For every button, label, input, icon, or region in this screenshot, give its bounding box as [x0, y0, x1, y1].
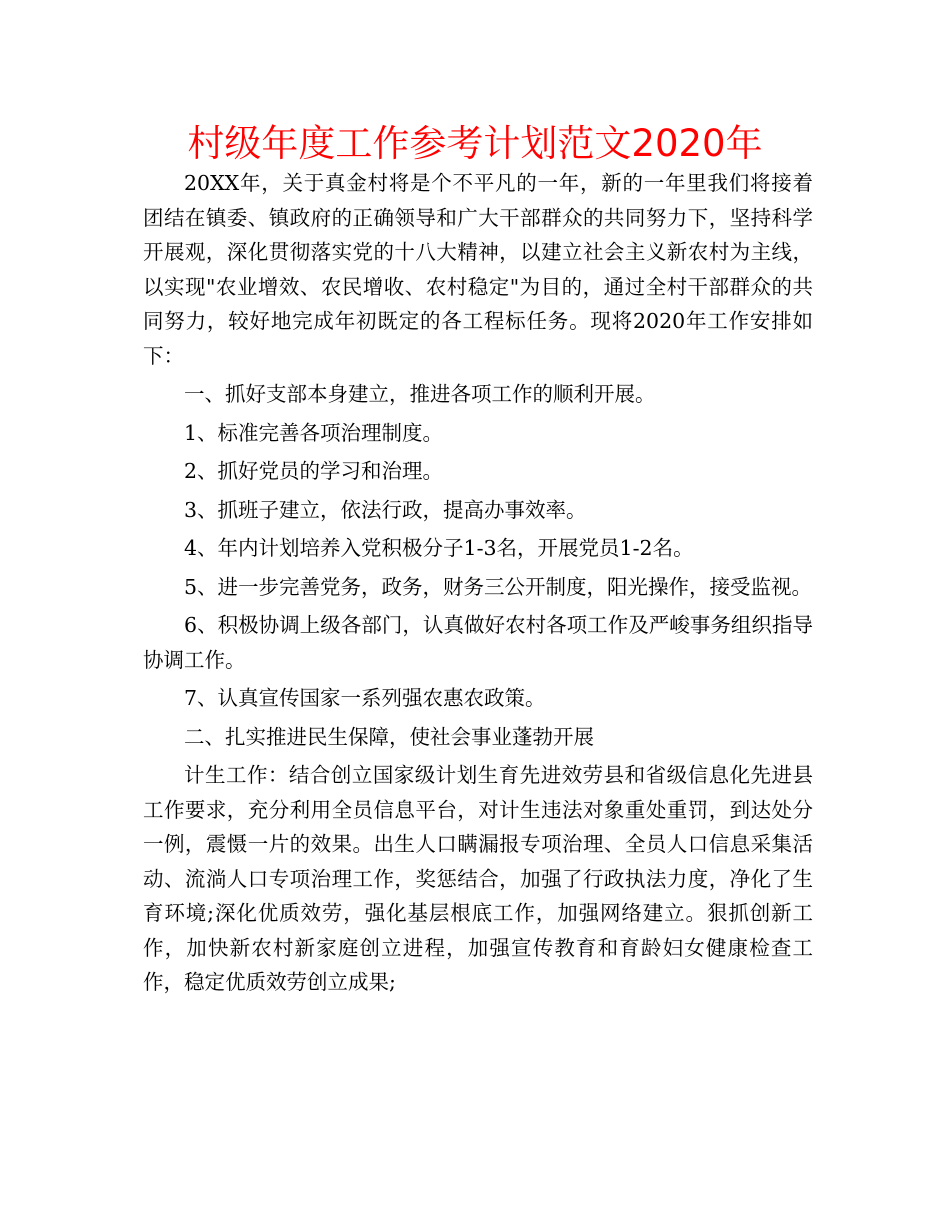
- document-title: 村级年度工作参考计划范文2020年: [187, 122, 763, 165]
- list-item: 1、标准完善各项治理制度。: [184, 420, 444, 445]
- list-item: 7、认真宣传国家一系列强农惠农政策。: [184, 686, 546, 710]
- paragraph-family-planning: 计生工作：结合创立国家级计划生育先进效劳县和省级信息化先进县工作要求，充分利用全员信息平台，对计生违法对象重处重罚，到达处分一例，震慑一片的效果。出生人口瞒漏报专项治理、全员人口信息采集活动、流淌人口专项治理工作，奖惩结合，加强了行政执法力度，净化了生育环境;深化优质效劳，强化基层根底工作，加强网络建立。狠抓创新工作，加快新农村新家庭创立进程，加强宣传教育和育龄妇女健康检查工作，稳定优质效劳创立成果;: [143, 763, 813, 994]
- document-body: [143, 166, 813, 1000]
- section-heading-two: 二、扎实推进民生保障，使社会事业蓬勃开展: [184, 724, 594, 749]
- list-item: 5、进一步完善党务，政务，财务三公开制度，阳光操作，接受监视。: [184, 574, 813, 599]
- list-item: 3、抓班子建立，依法行政，提高办事效率。: [184, 497, 587, 522]
- list-item: 2、抓好党员的学习和治理。: [184, 459, 444, 483]
- section-heading-one: 一、抓好支部本身建立，推进各项工作的顺利开展。: [184, 382, 656, 406]
- list-item: 6、积极协调上级各部门，认真做好农村各项工作及严峻事务组织指导协调工作。: [143, 613, 813, 672]
- list-item: 4、年内计划培养入党积极分子1-3名，开展党员1-2名。: [184, 536, 694, 560]
- paragraph-intro: 20XX年，关于真金村将是个不平凡的一年，新的一年里我们将接着团结在镇委、镇政府的正确领导和广大干部群众的共同努力下，坚持科学开展观，深化贯彻落实党的十八大精神，以建立社会主义新农村为主线，以实现"农业增效、农民增收、农村稳定"为目的，通过全村干部群众的共同努力，较好地完成年初既定的各工程标任务。现将2020年工作安排如下：: [143, 171, 813, 368]
